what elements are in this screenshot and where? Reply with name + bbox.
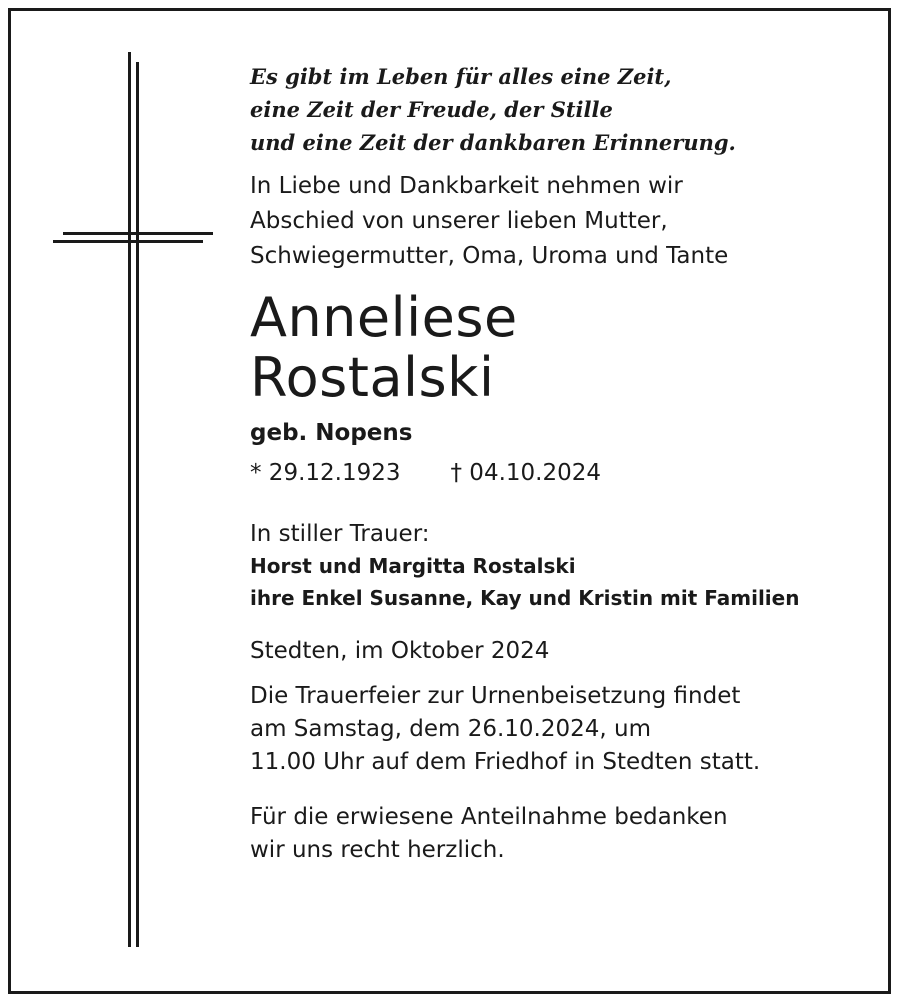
maiden-name bbox=[250, 416, 870, 450]
thanks-line: wir uns recht herzlich. bbox=[250, 837, 505, 863]
ceremony-info bbox=[250, 680, 870, 779]
intro-line: Abschied von unserer lieben Mutter, bbox=[250, 208, 668, 234]
mourning-intro: In stiller Trauer: bbox=[250, 521, 430, 547]
mourner-line: Horst und Margitta Rostalski bbox=[250, 554, 576, 578]
life-dates bbox=[250, 456, 870, 490]
first-name: Anneliese bbox=[250, 286, 518, 349]
last-name: Rostalski bbox=[250, 346, 495, 409]
thanks-line: Für die erwiesene Anteilnahme bedanken bbox=[250, 804, 728, 830]
intro-line: In Liebe und Dankbarkeit nehmen wir bbox=[250, 173, 683, 199]
deceased-name bbox=[250, 288, 870, 408]
ceremony-line: Die Trauerfeier zur Urnenbeisetzung findet bbox=[250, 683, 741, 709]
place-date-text: Stedten, im Oktober 2024 bbox=[250, 638, 550, 664]
mourner-line: ihre Enkel Susanne, Kay und Kristin mit Familien bbox=[250, 586, 800, 610]
place-date bbox=[250, 634, 870, 668]
motto-line: Es gibt im Leben für alles eine Zeit, bbox=[250, 64, 672, 89]
birth-date: * 29.12.1923 bbox=[250, 460, 401, 486]
obituary-content bbox=[250, 60, 870, 867]
motto-line: und eine Zeit der dankbaren Erinnerung. bbox=[250, 130, 736, 155]
death-date: † 04.10.2024 bbox=[450, 460, 601, 486]
ceremony-line: am Samstag, dem 26.10.2024, um bbox=[250, 716, 651, 742]
thanks-note bbox=[250, 801, 870, 867]
intro-text bbox=[250, 169, 870, 274]
ceremony-line: 11.00 Uhr auf dem Friedhof in Stedten statt. bbox=[250, 749, 761, 775]
motto-line: eine Zeit der Freude, der Stille bbox=[250, 97, 613, 122]
mourners bbox=[250, 518, 870, 614]
intro-line: Schwiegermutter, Oma, Uroma und Tante bbox=[250, 243, 729, 269]
motto-verse bbox=[250, 60, 870, 159]
maiden-name-text: geb. Nopens bbox=[250, 420, 413, 446]
